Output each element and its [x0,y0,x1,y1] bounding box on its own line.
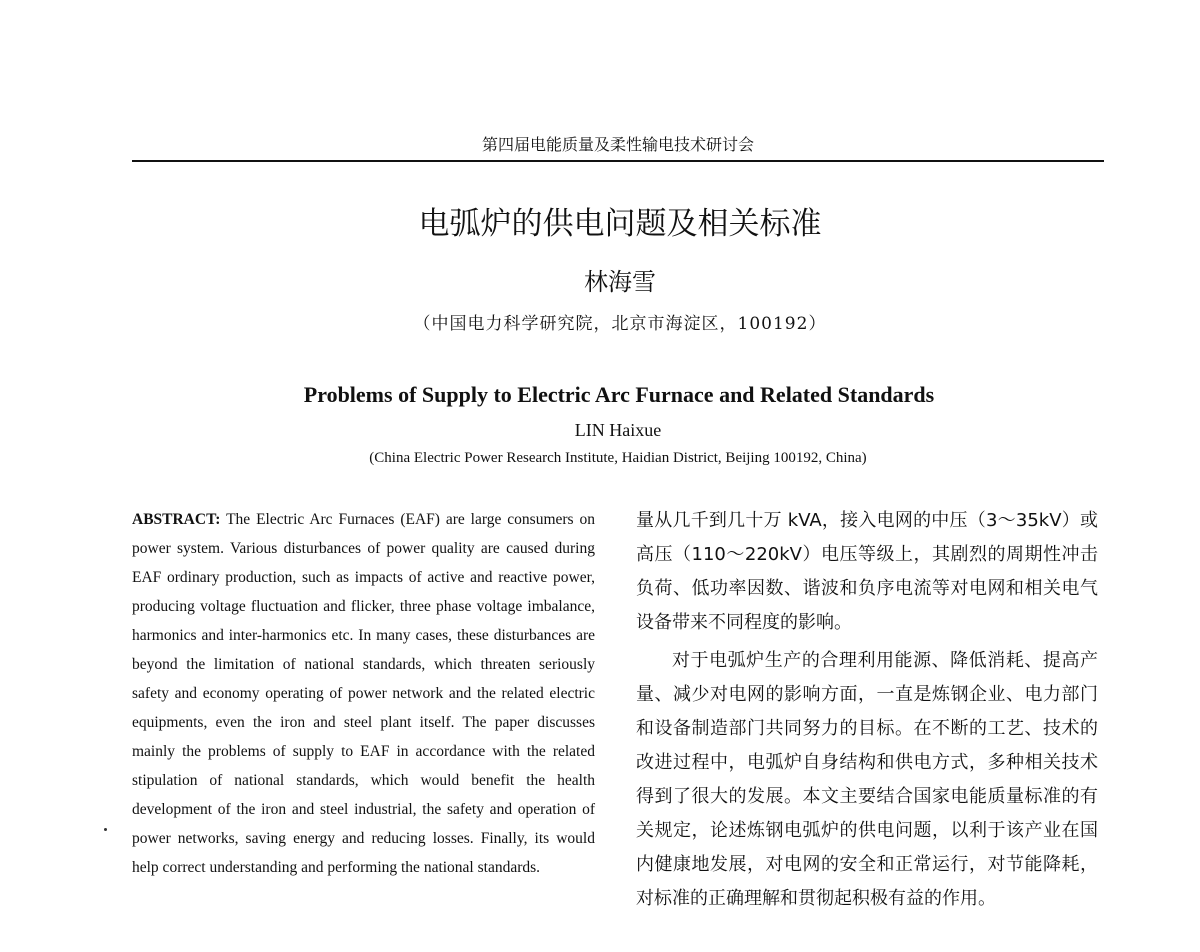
affiliation-cn: （中国电力科学研究院，北京市海淀区，100192） [413,314,827,334]
paper-title-cn: 电弧炉的供电问题及相关标准 [418,206,822,242]
header-rule [132,160,1104,162]
author-en: LIN Haixue [574,420,662,440]
running-header: 第四届电能质量及柔性输电技术研讨会 [481,135,754,154]
abstract-text: The Electric Arc Furnaces (EAF) are large consumers on power system. Various disturbances of power quality are caused during EAF ordinary production, such as impacts of active and reactive power, producing voltage fluctuation and flicker, three phase voltage imbalance, harmonics and inter-harmonics etc. In many cases, these disturbances are beyond the limitation of national standards, which threaten seriously safety and economy operating of power network and the related electric equipments, even the iron and steel plant itself. The paper discusses mainly the problems of supply to EAF in accordance with the related stipulation of national standards, which would benefit the health development of the iron and steel industrial, the safety and operation of power networks, saving energy and reducing losses. Finally, its would help correct understanding and performing the national standards. [132,511,595,876]
affiliation-en: (China Electric Power Research Institute, Haidian District, Beijing 100192, China) [369,450,867,466]
body-paragraph-1: 量从几千到几十万 kVA，接入电网的中压（3～35kV）或高压（110～220kV）电压等级上，其剧烈的周期性冲击负荷、低功率因数、谐波和负序电流等对电网和相关电气设备带来不同程度的影响。 [636,510,1098,633]
body-paragraph-2: 对于电弧炉生产的合理利用能源、降低消耗、提高产量、减少对电网的影响方面，一直是炼钢企业、电力部门和设备制造部门共同努力的目标。在不断的工艺、技术的改进过程中，电弧炉自身结构和供电方式，多种相关技术得到了很大的发展。本文主要结合国家电能质量标准的有关规定，论述炼钢电弧炉的供电问题，以利于该产业在国内健康地发展，对电网的安全和正常运行，对节能降耗，对标准的正确理解和贯彻起积极有益的作用。 [636,650,1098,909]
scan-artifact-dot [104,828,107,831]
author-cn: 林海雪 [584,268,656,296]
abstract-label: ABSTRACT: [132,511,221,528]
body-text-cn [636,504,1098,916]
paper-title-en: Problems of Supply to Electric Arc Furnace and Related Standards [303,382,935,407]
abstract [132,505,595,882]
